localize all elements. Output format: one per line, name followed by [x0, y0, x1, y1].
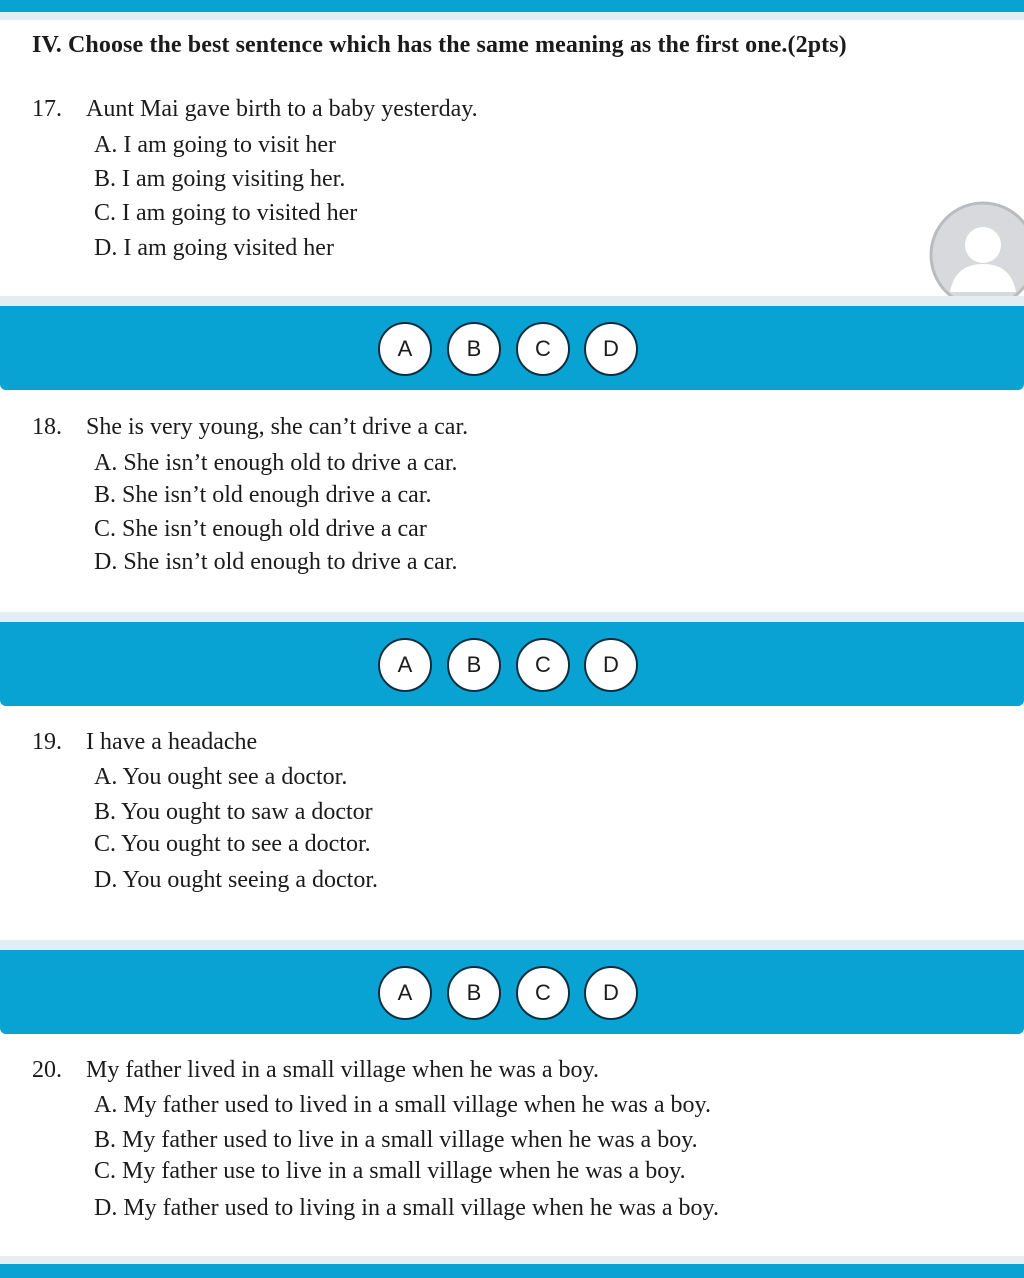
question-19-option-c: C. You ought to see a doctor.: [94, 831, 371, 857]
question-19-option-a: A. You ought see a doctor.: [94, 764, 348, 790]
top-band-shadow: [0, 12, 1024, 20]
question-17-option-b: B. I am going visiting her.: [94, 166, 346, 192]
answer-button-c[interactable]: C: [516, 322, 570, 376]
answer-button-a[interactable]: A: [378, 638, 432, 692]
answer-button-d[interactable]: D: [584, 638, 638, 692]
answer-button-a[interactable]: A: [378, 322, 432, 376]
question-20-option-a: A. My father used to lived in a small village when he was a boy.: [94, 1092, 711, 1118]
question-18-option-b: B. She isn’t old enough drive a car.: [94, 482, 432, 508]
question-text: Aunt Mai gave birth to a baby yesterday.: [86, 96, 478, 122]
bottom-accent-band: [0, 1264, 1024, 1278]
question-17-prompt: [32, 96, 478, 123]
question-17-option-a: A. I am going to visit her: [94, 132, 336, 158]
question-text: I have a headache: [86, 729, 258, 755]
question-20-option-d: D. My father used to living in a small village when he was a boy.: [94, 1195, 719, 1221]
answer-button-b[interactable]: B: [447, 966, 501, 1020]
answer-bar-shadow: [0, 296, 1024, 306]
answer-bar-shadow: [0, 612, 1024, 622]
question-19-prompt: [32, 729, 257, 756]
question-18-option-c: C. She isn’t enough old drive a car: [94, 516, 427, 542]
bottom-band-shadow: [0, 1256, 1024, 1264]
answer-button-b[interactable]: B: [447, 638, 501, 692]
top-accent-band: [0, 0, 1024, 12]
answer-button-d[interactable]: D: [584, 966, 638, 1020]
answer-bar-shadow: [0, 940, 1024, 950]
question-19-option-b: B. You ought to saw a doctor: [94, 799, 373, 825]
question-number: 17.: [32, 96, 62, 122]
question-number: 19.: [32, 729, 62, 755]
answer-bar-q19: [0, 950, 1024, 1034]
answer-button-a[interactable]: A: [378, 966, 432, 1020]
question-20-option-b: B. My father used to live in a small village when he was a boy.: [94, 1127, 698, 1153]
question-20-option-c: C. My father use to live in a small village when he was a boy.: [94, 1158, 686, 1184]
question-18-option-a: A. She isn’t enough old to drive a car.: [94, 450, 458, 476]
answer-button-c[interactable]: C: [516, 966, 570, 1020]
question-18-option-d: D. She isn’t old enough to drive a car.: [94, 549, 458, 575]
user-avatar-icon[interactable]: [928, 200, 1024, 310]
answer-button-d[interactable]: D: [584, 322, 638, 376]
section-title: IV. Choose the best sentence which has the same meaning as the first one.(2pts): [32, 32, 847, 58]
answer-button-b[interactable]: B: [447, 322, 501, 376]
question-17-option-d: D. I am going visited her: [94, 235, 334, 261]
answer-bar-q17: [0, 306, 1024, 390]
question-number: 18.: [32, 414, 62, 440]
question-17-option-c: C. I am going to visited her: [94, 200, 358, 226]
answer-bar-q18: [0, 622, 1024, 706]
question-text: She is very young, she can’t drive a car.: [86, 414, 469, 440]
answer-button-c[interactable]: C: [516, 638, 570, 692]
question-text: My father lived in a small village when he was a boy.: [86, 1057, 599, 1083]
question-19-option-d: D. You ought seeing a doctor.: [94, 867, 378, 893]
question-18-prompt: [32, 414, 468, 441]
question-number: 20.: [32, 1057, 62, 1083]
question-20-prompt: [32, 1057, 599, 1084]
